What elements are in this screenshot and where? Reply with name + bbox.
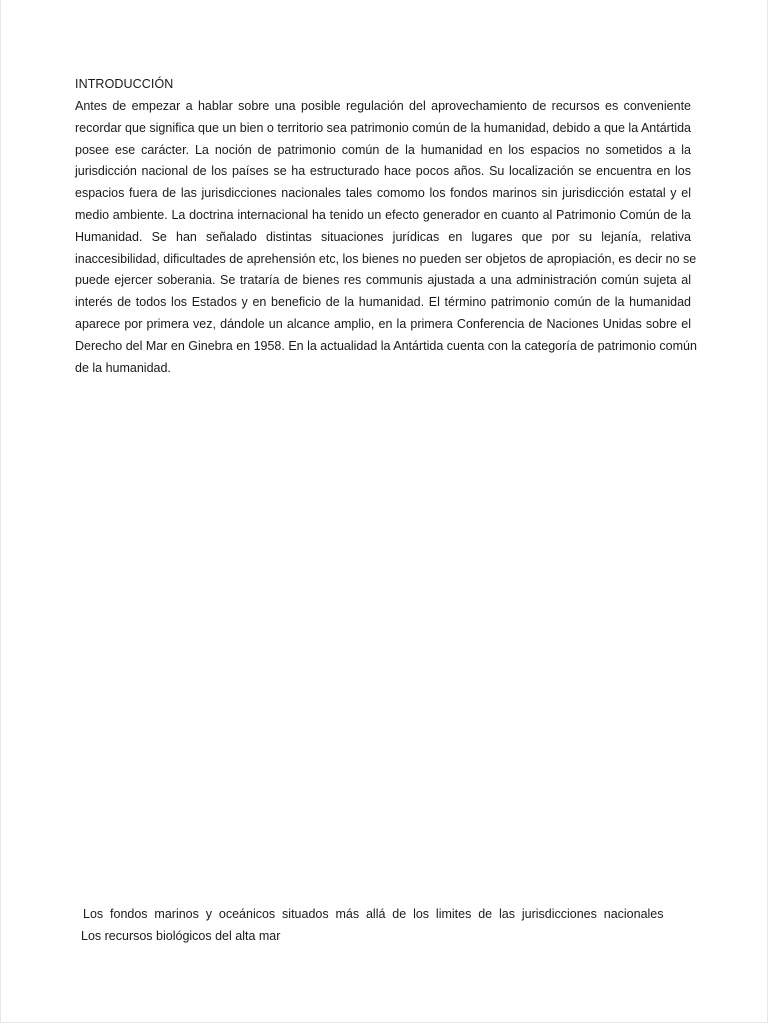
paragraph-line: posee ese carácter. La noción de patrimonio común de la humanidad en los espacios no sometidos a la: [75, 142, 691, 157]
paragraph-line: Humanidad. Se han señalado distintas situaciones jurídicas en lugares que por su lejanía, relativa: [75, 229, 691, 244]
body-paragraph: [75, 96, 697, 379]
paragraph-line: medio ambiente. La doctrina internacional ha tenido un efecto generador en cuanto al Patrimonio Común de la: [75, 207, 691, 222]
paragraph-line: de la humanidad.: [75, 360, 171, 375]
paragraph-line: interés de todos los Estados y en beneficio de la humanidad. El término patrimonio común de la humanidad: [75, 295, 691, 310]
section-heading: INTRODUCCIÓN: [75, 77, 174, 91]
footer-list: [81, 903, 664, 947]
paragraph-line: espacios fuera de las jurisdicciones nacionales tales comomo los fondos marinos sin jurisdicción estatal y el: [75, 186, 691, 201]
paragraph-line: Derecho del Mar en Ginebra en 1958. En la actualidad la Antártida cuenta con la categoría de patrimonio común: [75, 338, 697, 353]
paragraph-line: aparece por primera vez, dándole un alcance amplio, en la primera Conferencia de Naciones Unidas sobre el: [75, 316, 691, 331]
footer-item: Los recursos biológicos del alta mar: [81, 929, 281, 943]
paragraph-line: jurisdicción nacional de los países se ha estructurado hace pocos años. Su localización se encuentra en los: [75, 164, 691, 179]
footer-item: Los fondos marinos y oceánicos situados más allá de los limites de las jurisdicciones nacionales: [83, 907, 664, 921]
paragraph-line: puede ejercer soberania. Se trataría de bienes res communis ajustada a una administración común sujeta al: [75, 273, 691, 288]
paragraph-line: inaccesibilidad, dificultades de aprehensión etc, los bienes no pueden ser objetos de apropiación, es decir no se: [75, 251, 697, 266]
paragraph-line: recordar que significa que un bien o territorio sea patrimonio común de la humanidad, debido a que la Antártida: [75, 120, 691, 135]
paragraph-line: Antes de empezar a hablar sobre una posible regulación del aprovechamiento de recursos es conveniente: [75, 99, 691, 113]
